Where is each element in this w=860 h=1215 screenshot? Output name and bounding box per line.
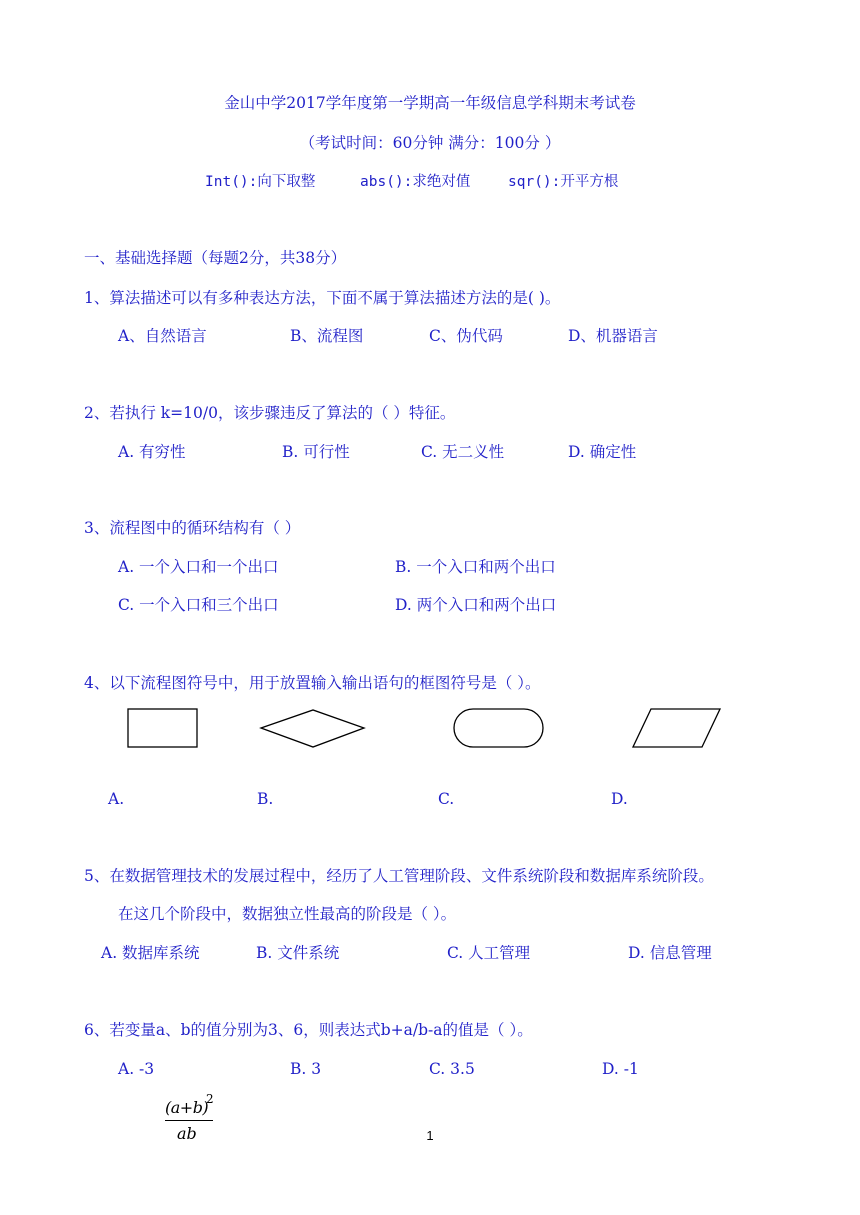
section-title: 一、基础选择题（每题2分，共38分） [84, 249, 347, 267]
formula-exponent: 2 [206, 1092, 214, 1106]
question-1-stem: 1、算法描述可以有多种表达方法，下面不属于算法描述方法的是( )。 [84, 289, 561, 307]
q5-option-d: D. 信息管理 [628, 944, 712, 962]
q3-option-c: C. 一个入口和三个出口 [118, 596, 279, 614]
q3-option-d: D. 两个入口和两个出口 [395, 596, 557, 614]
formula-numerator: (a+b) [165, 1098, 209, 1117]
q2-option-c: C. 无二义性 [421, 443, 505, 461]
q6-option-a: A. -3 [118, 1060, 155, 1078]
formula-denominator: ab [177, 1124, 197, 1143]
q3-option-a: A. 一个入口和一个出口 [118, 558, 279, 576]
func-note-sqr: sqr():开平方根 [508, 174, 619, 190]
page-number: 1 [426, 1128, 434, 1143]
parallelogram-icon [631, 708, 723, 750]
q4-option-a: A. [108, 790, 125, 808]
q3-option-b: B. 一个入口和两个出口 [395, 558, 556, 576]
rectangle-icon [127, 708, 199, 750]
q5-option-c: C. 人工管理 [447, 944, 531, 962]
exam-title: 金山中学2017学年度第一学期高一年级信息学科期末考试卷 [224, 94, 636, 112]
q2-option-a: A. 有穷性 [118, 443, 186, 461]
q4-option-c: C. [438, 790, 455, 808]
q6-option-d: D. -1 [602, 1060, 639, 1078]
question-6-stem: 6、若变量a、b的值分别为3、6，则表达式b+a/b-a的值是（ ）。 [84, 1021, 533, 1039]
diamond-icon [259, 708, 367, 750]
q4-option-b: B. [257, 790, 274, 808]
q6-option-c: C. 3.5 [429, 1060, 475, 1078]
question-3-stem: 3、流程图中的循环结构有（ ） [84, 519, 301, 537]
question-5-stem: 5、在数据管理技术的发展过程中，经历了人工管理阶段、文件系统阶段和数据库系统阶段。 [84, 867, 714, 885]
q1-option-c: C、伪代码 [429, 327, 503, 345]
exam-subtitle: （考试时间：60分钟 满分：100分 ） [299, 134, 561, 152]
q2-option-d: D. 确定性 [568, 443, 637, 461]
q5-option-b: B. 文件系统 [256, 944, 340, 962]
q1-option-b: B、流程图 [290, 327, 364, 345]
func-note-abs: abs():求绝对值 [360, 174, 471, 190]
q2-option-b: B. 可行性 [282, 443, 350, 461]
fraction-bar [165, 1120, 213, 1121]
q4-option-d: D. [611, 790, 628, 808]
q6-option-b: B. 3 [290, 1060, 322, 1078]
func-note-int: Int():向下取整 [205, 174, 316, 190]
question-2-stem: 2、若执行 k=10/0，该步骤违反了算法的（ ）特征。 [84, 404, 456, 422]
q1-option-a: A、自然语言 [118, 327, 207, 345]
rounded-rectangle-icon [453, 708, 545, 750]
q5-option-a: A. 数据库系统 [101, 944, 200, 962]
q1-option-d: D、机器语言 [568, 327, 658, 345]
question-5-stem-cont: 在这几个阶段中，数据独立性最高的阶段是（ ）。 [118, 905, 457, 923]
question-4-stem: 4、以下流程图符号中，用于放置输入输出语句的框图符号是（ ）。 [84, 674, 541, 692]
